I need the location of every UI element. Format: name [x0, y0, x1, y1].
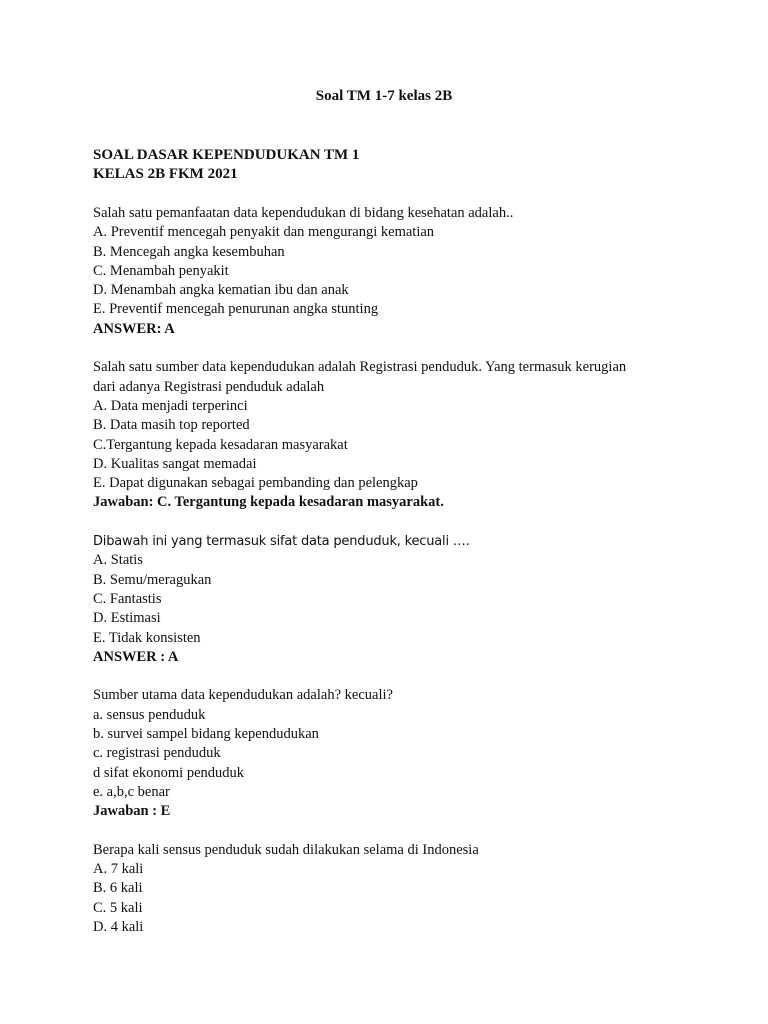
- heading-line-2: KELAS 2B FKM 2021: [93, 166, 238, 182]
- question-stem: Dibawah ini yang termasuk sifat data penduduk, kecuali ….: [93, 534, 470, 550]
- answer-key: ANSWER : A: [93, 648, 179, 665]
- option-c: C. Menambah penyakit: [93, 262, 229, 279]
- option-d: D. Menambah angka kematian ibu dan anak: [93, 282, 349, 299]
- option-a: A. Preventif mencegah penyakit dan mengurangi kematian: [93, 224, 435, 241]
- option-b: B. Semu/meragukan: [93, 571, 212, 588]
- question-2: [93, 358, 693, 512]
- option-d: D. Kualitas sangat memadai: [93, 455, 257, 472]
- option-e: e. a,b,c benar: [93, 783, 170, 800]
- option-d: D. 4 kali: [93, 918, 144, 935]
- document-title: Soal TM 1-7 kelas 2B: [315, 88, 453, 104]
- option-c: c. registrasi penduduk: [93, 745, 221, 762]
- option-d: d sifat ekonomi penduduk: [93, 764, 245, 781]
- question-stem: Salah satu pemanfaatan data kependudukan di bidang kesehatan adalah..: [93, 205, 514, 221]
- answer-key: Jawaban: C. Tergantung kepada kesadaran masyarakat.: [93, 494, 444, 511]
- question-list: [93, 204, 693, 957]
- option-b: b. survei sampel bidang kependudukan: [93, 726, 319, 743]
- question-stem-cont: dari adanya Registrasi penduduk adalah: [93, 378, 325, 395]
- question-stem: Sumber utama data kependudukan adalah? kecuali?: [93, 687, 393, 704]
- question-stem: Salah satu sumber data kependudukan adalah Registrasi penduduk. Yang termasuk kerugian: [93, 359, 627, 376]
- option-a: A. 7 kali: [93, 861, 144, 878]
- document-heading: [93, 146, 359, 184]
- option-b: B. 6 kali: [93, 880, 143, 897]
- question-3: [93, 532, 693, 667]
- option-c: C. 5 kali: [93, 899, 143, 916]
- option-a: A. Data menjadi terperinci: [93, 397, 248, 414]
- option-d: D. Estimasi: [93, 610, 161, 627]
- option-b: B. Data masih top reported: [93, 417, 250, 434]
- option-c: C.Tergantung kepada kesadaran masyarakat: [93, 436, 348, 453]
- question-1: [93, 204, 693, 339]
- answer-key: Jawaban : E: [93, 803, 171, 820]
- option-c: C. Fantastis: [93, 590, 162, 607]
- question-4: [93, 686, 693, 821]
- option-b: B. Mencegah angka kesembuhan: [93, 243, 285, 260]
- heading-line-1: SOAL DASAR KEPENDUDUKAN TM 1: [93, 147, 360, 163]
- option-e: E. Preventif mencegah penurunan angka stunting: [93, 301, 379, 318]
- question-5: [93, 841, 693, 937]
- option-a: a. sensus penduduk: [93, 706, 206, 723]
- answer-key: ANSWER: A: [93, 320, 175, 337]
- question-stem: Berapa kali sensus penduduk sudah dilakukan selama di Indonesia: [93, 841, 479, 858]
- option-e: E. Tidak konsisten: [93, 629, 201, 646]
- option-a: A. Statis: [93, 552, 143, 569]
- option-e: E. Dapat digunakan sebagai pembanding dan pelengkap: [93, 475, 418, 492]
